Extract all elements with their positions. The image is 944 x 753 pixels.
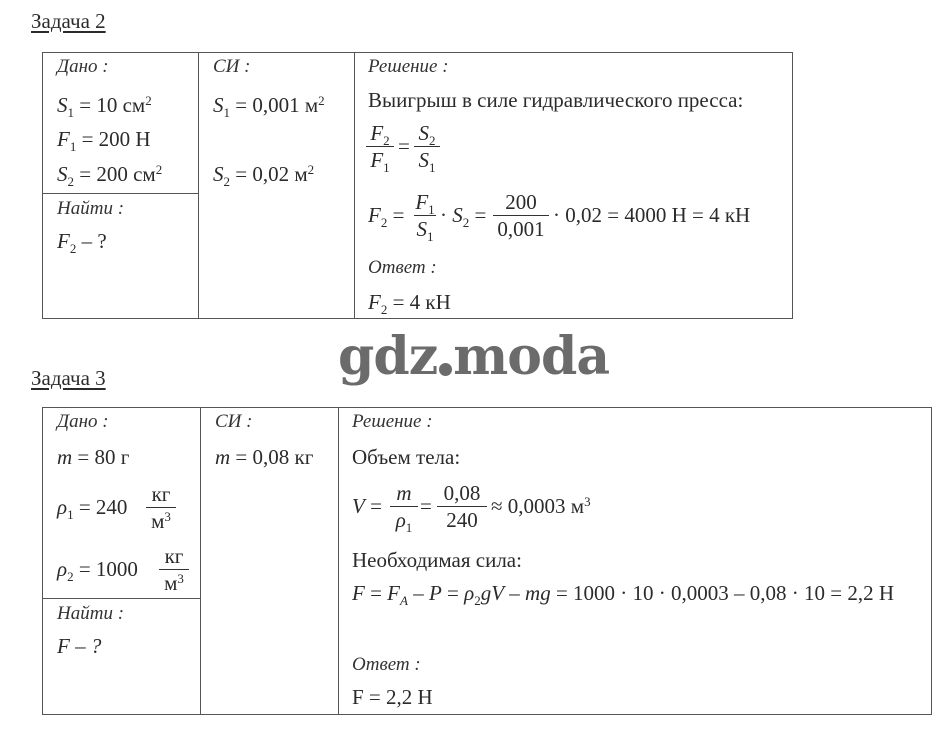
task2-given-s1: $S_1 = 10$ $см^2$ <box>57 93 152 120</box>
task2-si-label: СИ : <box>213 56 251 77</box>
task2-formula-s2: · $S_2$ = <box>440 203 487 230</box>
task2-table <box>42 52 793 319</box>
task3-heading: Задача 3 <box>31 366 106 390</box>
task2-answer-label: Ответ : <box>368 257 437 278</box>
task2-formula-result: · 0,02 = 4000 Н = 4 кН <box>553 203 751 227</box>
task2-si-s2: $S_2 = 0,02$ $м^2$ <box>213 162 315 189</box>
task2-given-f1: $F_1 = 200$ Н <box>57 127 151 154</box>
task3-given-rho1: $\rho_1 = 240$ <box>57 495 128 522</box>
task3-force-label: Необходимая сила: <box>352 548 522 572</box>
task2-solution-text: Выигрыш в силе гидравлического пресса: <box>368 88 744 112</box>
task3-equals-1: = <box>420 494 432 518</box>
task2-answer: $F_2 = 4$ кН <box>368 290 451 317</box>
task3-table <box>42 407 932 715</box>
task2-given-divider <box>43 193 198 194</box>
task3-find-f: F – ? <box>57 634 102 658</box>
task2-ratio-f: $F_2$ $F_1$ <box>366 121 394 172</box>
task2-frac-numbers: 200 0,001 <box>493 190 549 241</box>
task3-unit-rho1: кг $м^3$ <box>146 482 176 533</box>
task2-solution-label: Решение : <box>368 56 449 77</box>
task3-col-divider-1 <box>200 408 201 714</box>
task2-find-label: Найти : <box>57 198 125 219</box>
task2-ratio-s: $S_2$ $S_1$ <box>414 121 440 172</box>
task3-find-label: Найти : <box>57 603 125 624</box>
watermark-logo: gdz moda <box>338 326 610 387</box>
task2-frac-f1-s1: $F_1$ $S_1$ <box>415 190 435 244</box>
task3-given-label: Дано : <box>57 411 109 432</box>
task2-col-divider-2 <box>354 53 355 318</box>
task2-given-s2: $S_2 = 200$ $см^2$ <box>57 162 163 189</box>
task2-formula-f2-start: $F_2$ = <box>368 203 405 230</box>
task2-heading: Задача 2 <box>31 9 106 33</box>
task3-unit-rho2: кг $м^3$ <box>159 544 189 595</box>
task3-volume-label: Объем тела: <box>352 445 461 469</box>
task3-force-formula: $F = F_A - P = \rho_2gV$ – mg = 1000 · 10 · 0,0003 – 0,08 · 10 = 2,2 Н <box>352 581 895 608</box>
task3-given-rho2: $\rho_2 = 1000$ <box>57 557 138 584</box>
task3-volume-v: V = <box>352 494 382 518</box>
task2-equals-1: = <box>398 134 410 158</box>
task3-answer-label: Ответ : <box>352 654 421 675</box>
task3-col-divider-2 <box>338 408 339 714</box>
task2-find-f2: $F_2$ – ? <box>57 229 107 256</box>
task3-frac-m-rho: m $\rho_1$ <box>390 481 418 532</box>
task3-answer: F = 2,2 Н <box>352 685 433 709</box>
task3-frac-numbers: 0,08 240 <box>437 481 487 532</box>
task2-given-label: Дано : <box>57 56 109 77</box>
task3-given-m: m = 80 г <box>57 445 130 469</box>
task2-si-s1: $S_1 = 0,001$ $м^2$ <box>213 93 325 120</box>
task3-given-divider <box>43 598 200 599</box>
task2-col-divider-1 <box>198 53 199 318</box>
task3-solution-label: Решение : <box>352 411 433 432</box>
task3-si-m: m = 0,08 кг <box>215 445 314 469</box>
task3-volume-result: ≈ 0,0003 $м^3$ <box>491 494 591 518</box>
task3-si-label: СИ : <box>215 411 253 432</box>
